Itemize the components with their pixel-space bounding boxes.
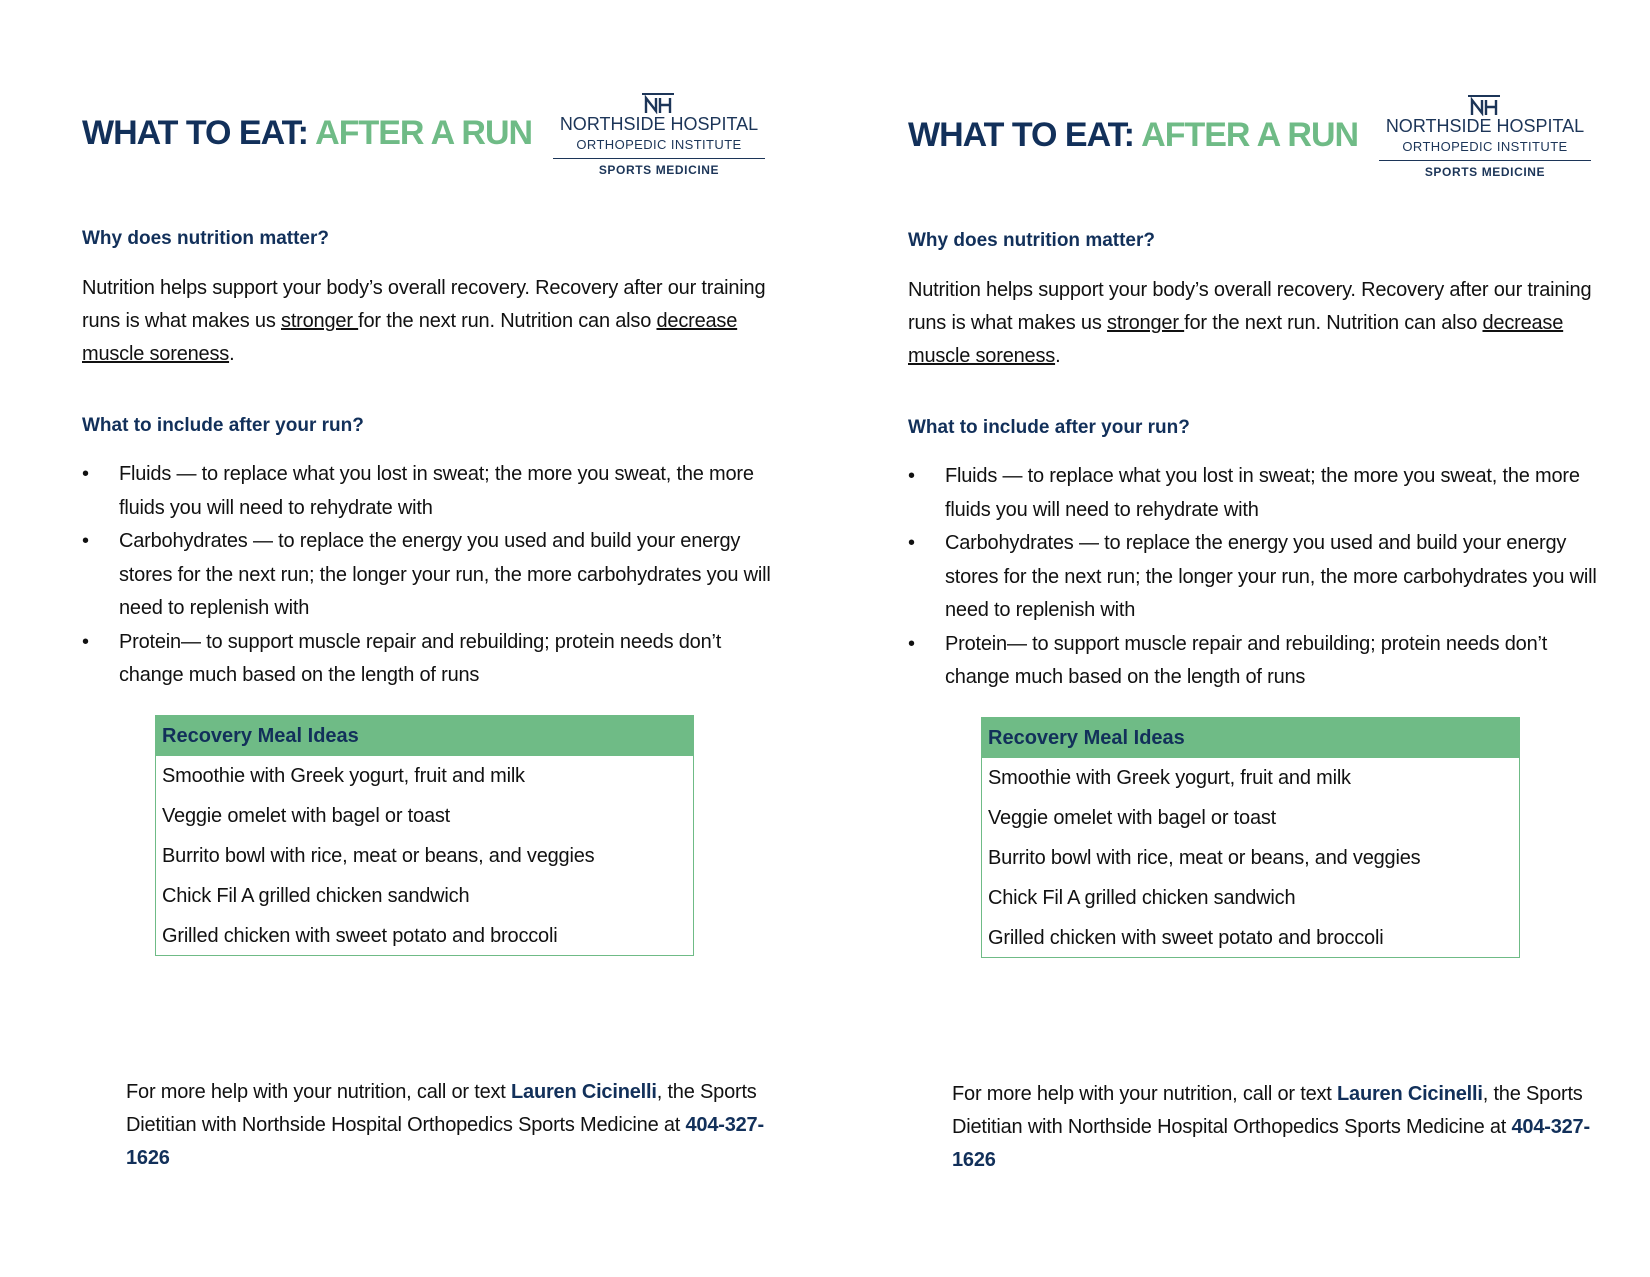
why-text-2: for the next run. Nutrition can also (358, 310, 657, 332)
include-list (908, 460, 1608, 695)
list-item (82, 525, 782, 626)
include-list (82, 458, 782, 693)
why-heading: Why does nutrition matter? (908, 230, 1155, 251)
meal-ideas-header: Recovery Meal Ideas (982, 718, 1519, 758)
contact-name: Lauren Cicinelli (1337, 1083, 1483, 1105)
why-heading: Why does nutrition matter? (82, 228, 329, 249)
table-row: Burrito bowl with rice, meat or beans, and veggies (162, 845, 595, 867)
logo-divider (553, 158, 765, 159)
flyer-panel-left (0, 0, 825, 1275)
list-item (908, 527, 1608, 628)
list-item-text: Protein— to support muscle repair and rebuilding; protein needs don’t change much based on the length of runs (945, 632, 1548, 688)
bullet-icon: • (908, 532, 915, 554)
list-item-text: Carbohydrates — to replace the energy you used and build your energy stores for the next run; the longer your run, the more carbohydrates you will need to replenish with (945, 532, 1597, 621)
logo-institute: ORTHOPEDIC INSTITUTE (1402, 139, 1568, 154)
table-row: Smoothie with Greek yogurt, fruit and milk (162, 765, 525, 787)
title-highlight: AFTER A RUN (315, 114, 533, 152)
logo-department: SPORTS MEDICINE (598, 163, 720, 177)
logo-institute: ORTHOPEDIC INSTITUTE (576, 137, 742, 152)
list-item (82, 458, 782, 525)
logo-hospital-name: NORTHSIDE HOSPITAL (559, 114, 759, 134)
nh-monogram-icon (641, 92, 675, 114)
title-lead: WHAT TO EAT: (908, 116, 1142, 154)
contact-text-1: For more help with your nutrition, call or text (126, 1081, 511, 1103)
list-item (908, 460, 1608, 527)
logo-department: SPORTS MEDICINE (1424, 165, 1546, 179)
contact-phone: 404-327-1626 (952, 1116, 1590, 1171)
why-text-3: . (1055, 345, 1061, 367)
table-row: Chick Fil A grilled chicken sandwich (162, 885, 470, 907)
why-text-1: Nutrition helps support your body’s overall recovery. Recovery after our training runs is what makes us (82, 277, 766, 332)
bullet-icon: • (82, 630, 89, 653)
meal-ideas-table (155, 715, 694, 956)
list-item-text: Carbohydrates — to replace the energy you used and build your energy stores for the next run; the longer your run, the more carbohydrates you will need to replenish with (119, 530, 771, 619)
contact-name: Lauren Cicinelli (511, 1081, 657, 1103)
list-item-text: Protein— to support muscle repair and rebuilding; protein needs don’t change much based on the length of runs (119, 630, 722, 686)
bullet-icon: • (82, 530, 89, 552)
why-underline-stronger: stronger (1107, 312, 1185, 334)
table-row: Burrito bowl with rice, meat or beans, and veggies (988, 847, 1421, 869)
include-heading: What to include after your run? (908, 417, 1190, 438)
why-text-1: Nutrition helps support your body’s overall recovery. Recovery after our training runs is what makes us (908, 279, 1592, 334)
table-row: Grilled chicken with sweet potato and broccoli (988, 927, 1384, 949)
contact-text-2: , the Sports Dietitian with Northside Hospital Orthopedics Sports Medicine at (126, 1081, 757, 1136)
contact-phone: 404-327-1626 (126, 1114, 764, 1169)
meal-ideas-header: Recovery Meal Ideas (156, 716, 693, 756)
nh-monogram-icon (1467, 94, 1501, 116)
flyer-title (908, 116, 1358, 155)
why-paragraph (82, 272, 782, 371)
why-paragraph (908, 274, 1608, 373)
table-row: Smoothie with Greek yogurt, fruit and milk (988, 767, 1351, 789)
meal-ideas-table (981, 717, 1520, 958)
table-row: Chick Fil A grilled chicken sandwich (988, 887, 1296, 909)
list-item-text: Fluids — to replace what you lost in sweat; the more you sweat, the more fluids you will need to rehydrate with (119, 463, 754, 519)
bullet-icon: • (908, 465, 915, 487)
why-text-2: for the next run. Nutrition can also (1184, 312, 1483, 334)
list-item (82, 626, 782, 693)
table-row: Veggie omelet with bagel or toast (162, 805, 451, 827)
flyer-panel-right (826, 2, 1650, 1277)
contact-paragraph (952, 1078, 1602, 1177)
list-item-text: Fluids — to replace what you lost in sweat; the more you sweat, the more fluids you will need to rehydrate with (945, 465, 1580, 521)
logo-divider (1379, 160, 1591, 161)
why-underline-stronger: stronger (281, 310, 359, 332)
why-underline-soreness: decrease muscle soreness (908, 312, 1564, 367)
bullet-icon: • (908, 632, 915, 655)
table-row: Grilled chicken with sweet potato and broccoli (162, 925, 558, 947)
contact-paragraph (126, 1076, 776, 1175)
contact-text-1: For more help with your nutrition, call or text (952, 1083, 1337, 1105)
flyer-title (82, 114, 532, 153)
why-text-3: . (229, 343, 235, 365)
table-row: Veggie omelet with bagel or toast (988, 807, 1277, 829)
title-highlight: AFTER A RUN (1141, 116, 1359, 154)
logo-hospital-name: NORTHSIDE HOSPITAL (1385, 116, 1585, 136)
contact-text-2: , the Sports Dietitian with Northside Hospital Orthopedics Sports Medicine at (952, 1083, 1583, 1138)
northside-logo (1379, 94, 1591, 184)
include-heading: What to include after your run? (82, 415, 364, 436)
why-underline-soreness: decrease muscle soreness (82, 310, 738, 365)
list-item (908, 628, 1608, 695)
northside-logo (553, 92, 765, 182)
title-lead: WHAT TO EAT: (82, 114, 316, 152)
bullet-icon: • (82, 463, 89, 485)
